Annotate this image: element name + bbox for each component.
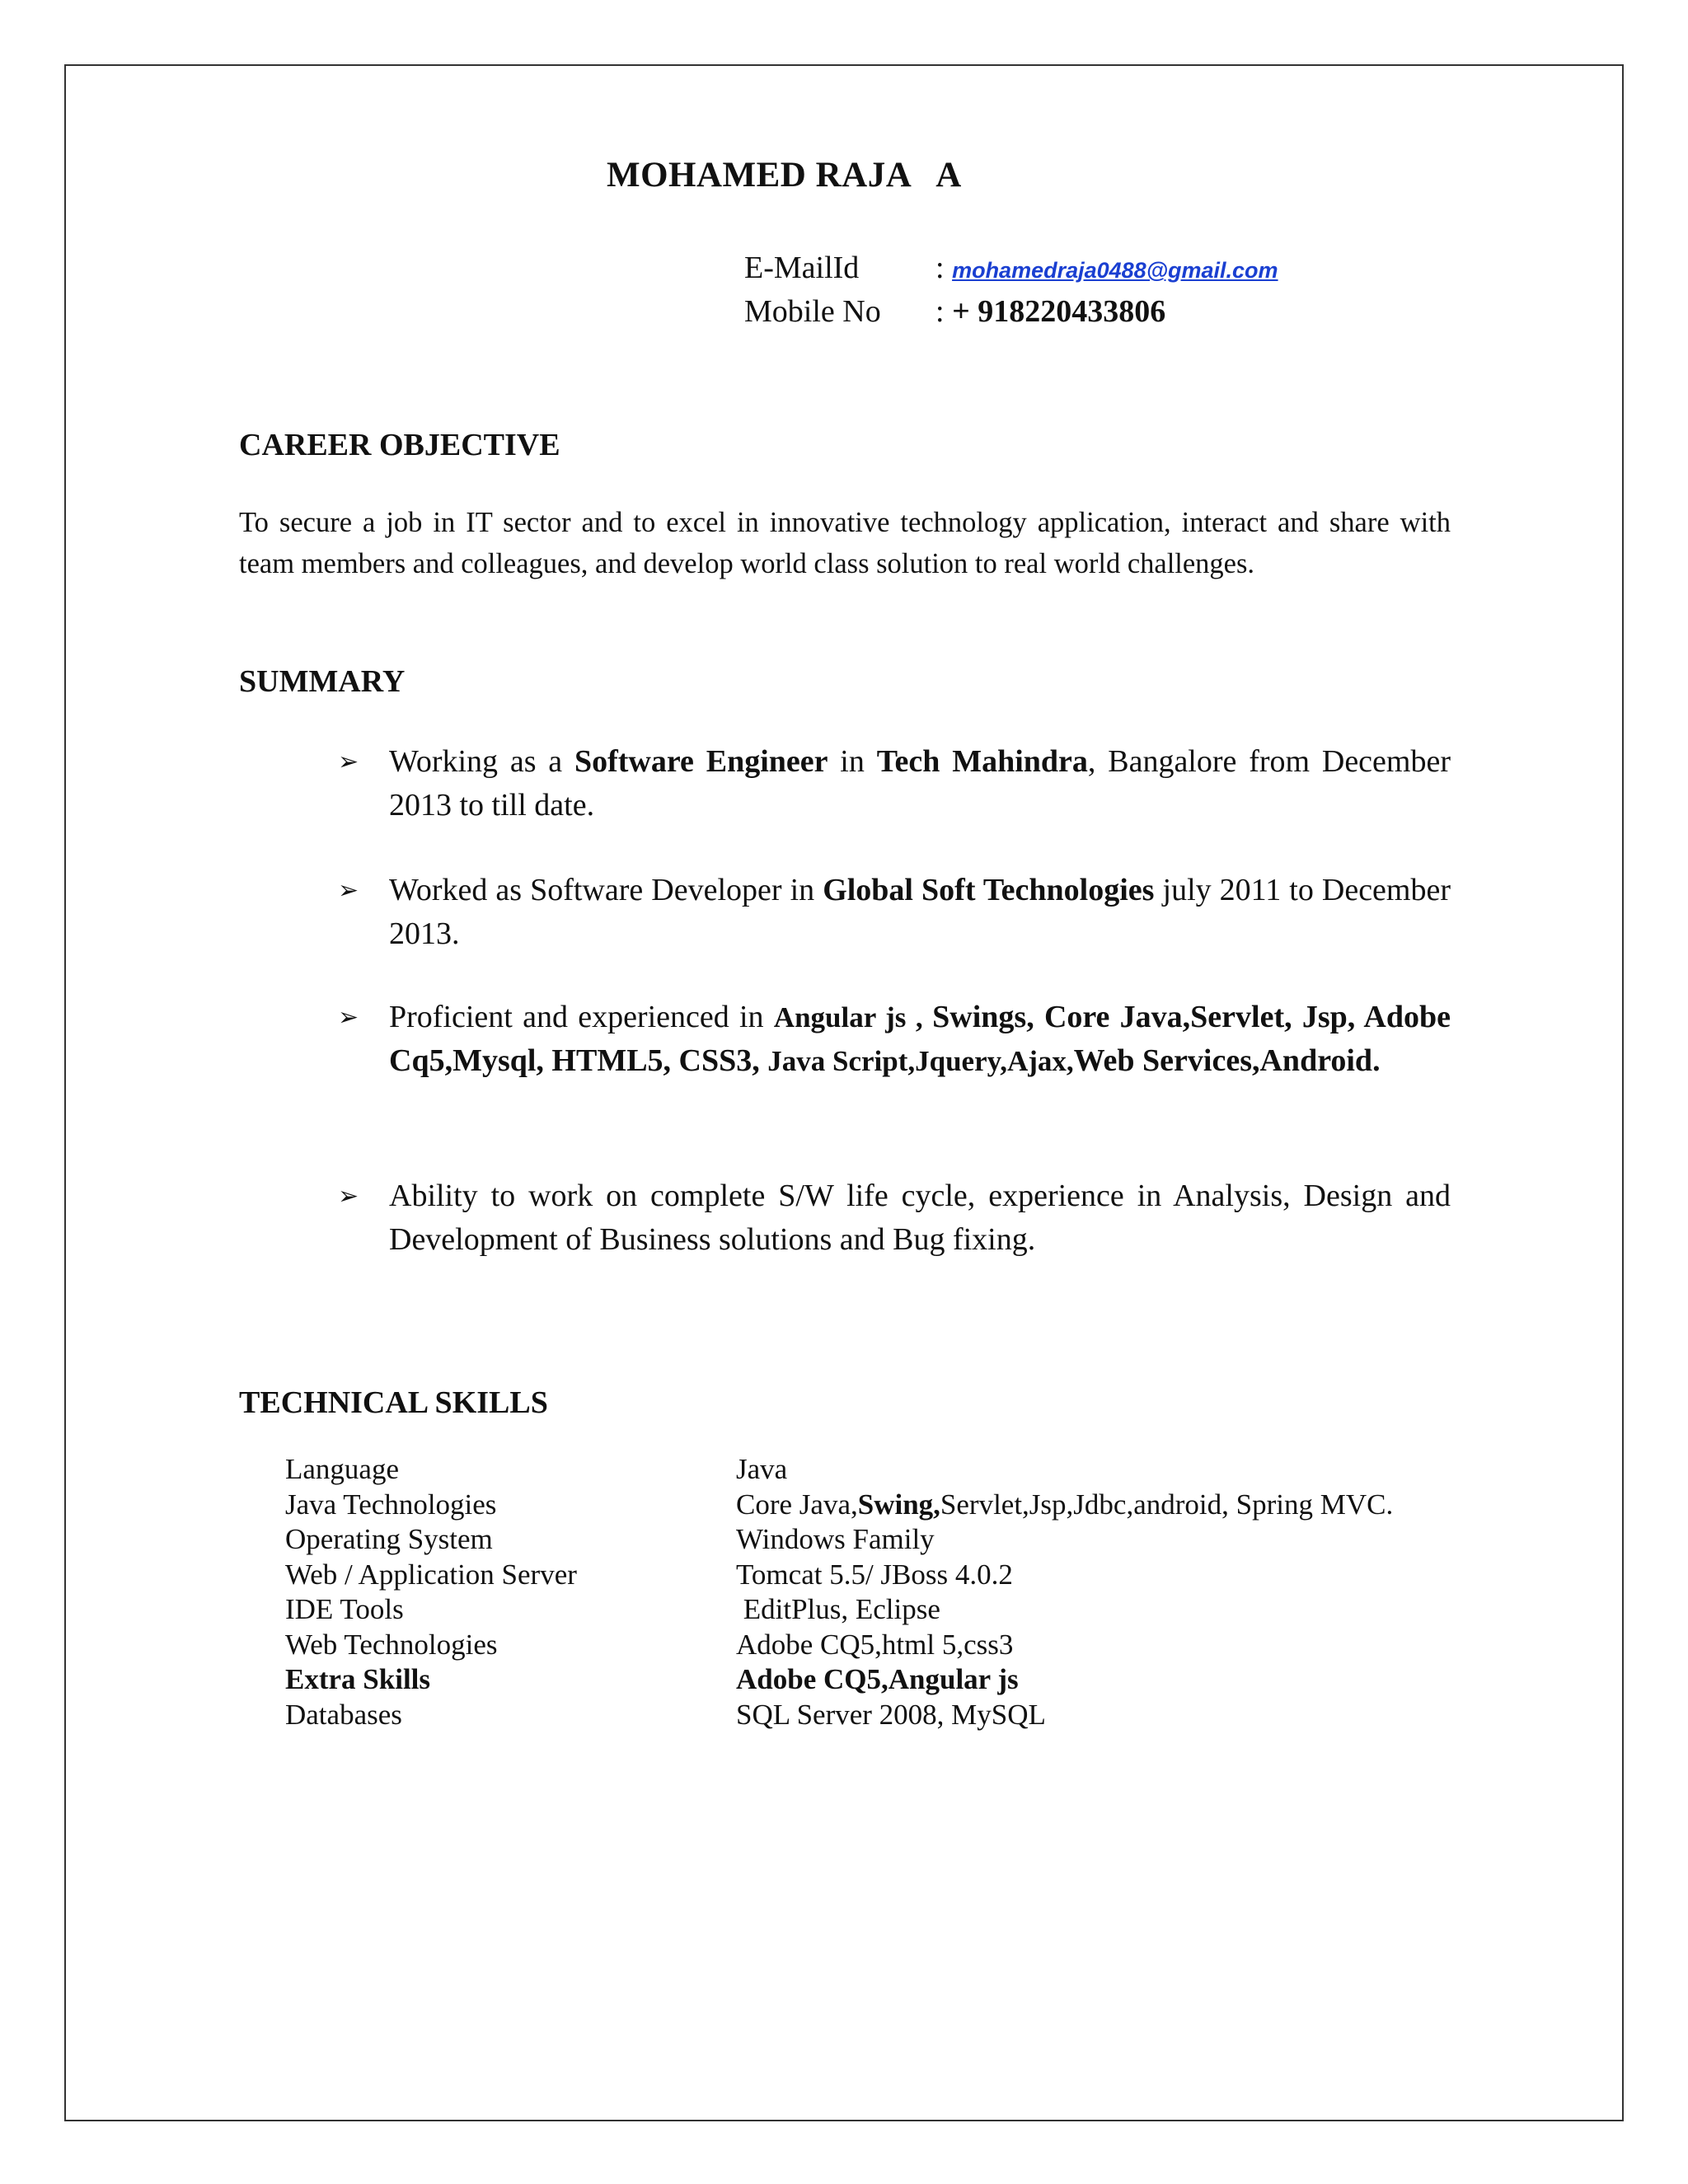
- skill-row: [285, 1628, 1393, 1663]
- summary-heading: SUMMARY: [239, 664, 406, 699]
- text-run: , Bangalore from December 2013 to till date.: [389, 744, 1451, 823]
- skill-value: Tomcat 5.5/ JBoss 4.0.2: [736, 1558, 1013, 1591]
- skill-run: Angular js ,: [773, 1001, 933, 1033]
- page-border: [64, 64, 1624, 2121]
- email-link[interactable]: mohamedraja0488@gmail.com: [952, 258, 1278, 283]
- bullet-arrow-icon: ➢: [338, 748, 359, 776]
- skill-label: IDE Tools: [285, 1593, 404, 1625]
- skill-label: Web / Application Server: [285, 1558, 577, 1591]
- skill-row: [285, 1662, 1393, 1698]
- skill-value: Adobe CQ5,Angular js: [736, 1663, 1019, 1695]
- summary-item: [338, 869, 1451, 956]
- email-separator: :: [935, 251, 953, 285]
- text-run: Proficient and experienced in: [389, 1000, 774, 1034]
- technical-skills-heading: TECHNICAL SKILLS: [239, 1385, 548, 1420]
- skill-value: Java: [736, 1453, 788, 1485]
- text-run: july 2011 to December 2013.: [389, 873, 1451, 951]
- skill-value: EditPlus, Eclipse: [736, 1593, 940, 1625]
- summary-item: [338, 740, 1451, 827]
- skill-label: Language: [285, 1453, 399, 1485]
- skill-value: SQL Server 2008, MySQL: [736, 1698, 1046, 1731]
- summary-item: [338, 1174, 1451, 1262]
- company-name: Global Soft Technologies: [823, 873, 1155, 907]
- text-run: Swing,: [857, 1488, 940, 1521]
- bullet-arrow-icon: ➢: [338, 1004, 359, 1031]
- skill-row: [285, 1558, 1393, 1593]
- skill-row: [285, 1592, 1393, 1628]
- bullet-arrow-icon: ➢: [338, 877, 359, 904]
- career-objective-text: To secure a job in IT sector and to excel in innovative technology application, interact and share with team members and colleagues, and develop world class solution to real world challenges.: [239, 507, 1451, 579]
- summary-item-text: [389, 869, 1451, 956]
- skill-label: Java Technologies: [285, 1488, 497, 1521]
- skill-label: Extra Skills: [285, 1663, 431, 1695]
- mobile-number: + 918220433806: [952, 294, 1166, 329]
- mobile-label: Mobile No: [744, 294, 881, 329]
- text-run: Worked as Software Developer in: [389, 873, 823, 907]
- candidate-name: MOHAMED RAJA A: [607, 156, 962, 194]
- summary-item-text: [389, 1174, 1451, 1262]
- skill-label: Web Technologies: [285, 1628, 498, 1661]
- skill-value: Adobe CQ5,html 5,css3: [736, 1628, 1014, 1661]
- role-title: Software Engineer: [574, 744, 828, 779]
- skill-run: Web Services,Android.: [1073, 1043, 1381, 1078]
- skill-row: [285, 1698, 1393, 1733]
- skill-row: [285, 1452, 1393, 1488]
- skill-run: Java Script,Jquery,Ajax,: [767, 1045, 1074, 1077]
- skill-value: Windows Family: [736, 1523, 935, 1555]
- email-row: [744, 250, 1278, 286]
- bullet-arrow-icon: ➢: [338, 1183, 359, 1210]
- text-run: Core Java,: [736, 1488, 858, 1521]
- text-run: in: [828, 744, 877, 779]
- skills-table: [285, 1452, 1393, 1732]
- summary-item-text: [389, 740, 1451, 827]
- mobile-row: [744, 293, 1165, 330]
- skill-value: [736, 1488, 1393, 1523]
- email-label: E-MailId: [744, 251, 860, 285]
- skill-run: Swings, Core Java,Servlet, Jsp, Adobe Cq5,Mysql, HTML5, CSS3,: [389, 1000, 1451, 1078]
- text-run: Working as a: [389, 744, 574, 779]
- skill-label: Operating System: [285, 1523, 493, 1555]
- skill-row: [285, 1488, 1393, 1523]
- company-name: Tech Mahindra: [876, 744, 1088, 779]
- summary-item-text: [389, 996, 1451, 1083]
- skill-row: [285, 1522, 1393, 1558]
- text-run: Servlet,Jsp,Jdbc,android, Spring MVC.: [940, 1488, 1394, 1521]
- mobile-separator: :: [935, 294, 953, 329]
- career-objective-heading: CAREER OBJECTIVE: [239, 428, 560, 462]
- skill-label: Databases: [285, 1698, 402, 1731]
- text-run: Ability to work on complete S/W life cycle, experience in Analysis, Design and Development of Business solutions and Bug fixing.: [389, 1179, 1451, 1257]
- summary-item: [338, 996, 1451, 1083]
